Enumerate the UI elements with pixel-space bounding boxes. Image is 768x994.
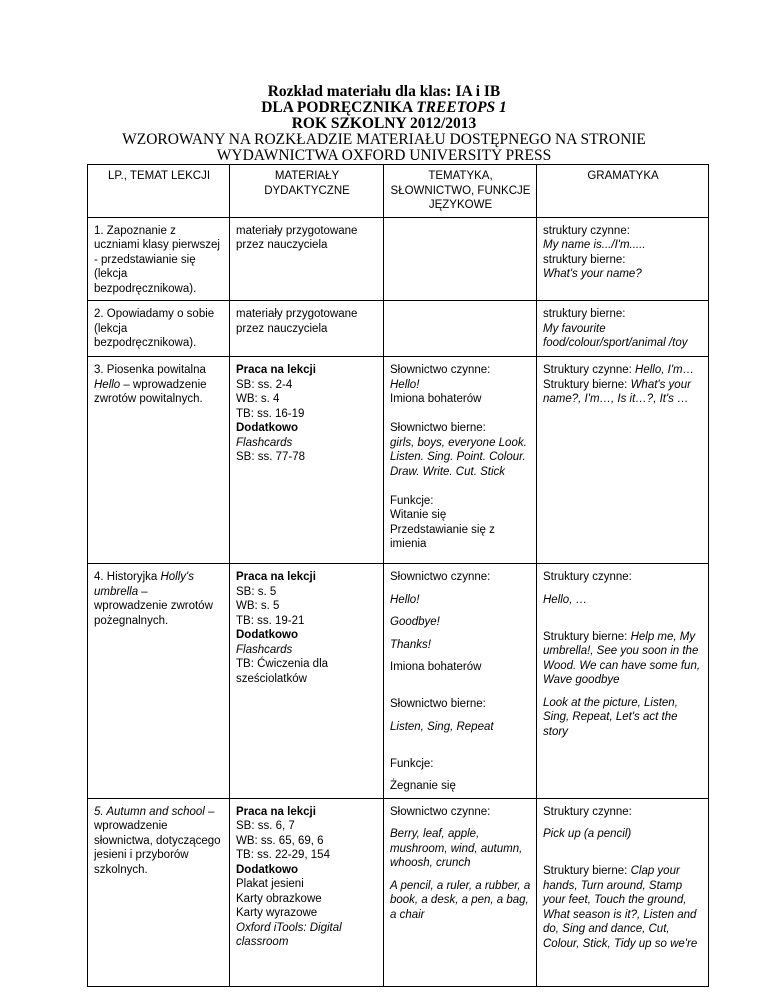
materials-item: SB: ss. 2-4 (236, 378, 293, 391)
grammar-label: Struktury bierne: (543, 865, 631, 877)
functions-label: Funkcje: (390, 757, 434, 770)
col-header-topic: LP., TEMAT LEKCJI (88, 165, 230, 218)
vocab-item: Hello! (390, 378, 420, 391)
vocab-item: Berry, leaf, apple, mushroom, wind, autumn, whoosh, crunch (390, 828, 523, 869)
table-row (88, 301, 709, 357)
topic-title: Holly's umbrella (94, 571, 194, 598)
vocab-label: Słownictwo czynne: (390, 805, 491, 818)
table-row (88, 357, 709, 564)
syllabus-table (87, 164, 709, 987)
lesson-materials: materiały przygotowane przez nauczyciela (230, 301, 384, 357)
table-row (88, 798, 709, 986)
topic-title: Hello (94, 378, 121, 391)
grammar-label: Struktury bierne: (543, 630, 631, 643)
lesson-topic: 1. Zapoznanie z uczniami klasy pierwszej - przedstawianie się (lekcja bezpodręcznikowa). (88, 217, 230, 301)
materials-item: Flashcards (236, 436, 293, 449)
materials-item: TB: ss. 22-29, 154 (236, 849, 330, 861)
textbook-name: TREETOPS 1 (416, 99, 507, 116)
table-row (88, 564, 709, 799)
grammar-label: struktury bierne: (543, 253, 626, 266)
col-header-grammar: GRAMATYKA (537, 165, 709, 218)
function-item: Przedstawianie się z imienia (390, 523, 495, 550)
topic-title: 5. Autumn and school (94, 805, 205, 818)
grammar-text: What's your name?, I'm…, Is it…?, It's … (543, 378, 691, 405)
materials-label: Dodatkowo (236, 422, 298, 434)
topic-text: – wprowadzenie zwrotów powitalnych. (94, 378, 207, 405)
vocab-label: Słownictwo czynne: (390, 571, 491, 583)
topic-text: – wprowadzenie słownictwa, dotyczącego jesieni i przyborów szkolnych. (94, 805, 221, 876)
vocab-item: Imiona bohaterów (390, 661, 482, 673)
lesson-vocabulary (384, 217, 537, 301)
grammar-label: Struktury czynne: (543, 364, 636, 376)
grammar-item: My name is.../I'm..... (543, 239, 646, 251)
grammar-label: Struktury bierne: (543, 378, 631, 391)
table-header-row (88, 165, 709, 218)
lesson-grammar (537, 564, 709, 799)
grammar-item: Hello, … (543, 593, 588, 606)
grammar-item (543, 378, 703, 407)
vocab-item: Imiona bohaterów (390, 393, 482, 405)
function-item: Witanie się (390, 509, 447, 521)
materials-label: Praca na lekcji (236, 571, 316, 583)
doc-subtitle (0, 100, 768, 116)
materials-item: Oxford iTools: Digital classroom (236, 921, 342, 948)
materials-item: Karty wyrazowe (236, 907, 318, 919)
vocab-item: Thanks! (390, 638, 431, 651)
materials-item: TB: ss. 16-19 (236, 407, 305, 420)
materials-label: Dodatkowo (236, 629, 298, 641)
topic-text: 3. Piosenka powitalna (94, 364, 206, 376)
grammar-label: struktury bierne: (543, 308, 626, 320)
grammar-item (543, 864, 703, 951)
grammar-item: Look at the picture, Listen, Sing, Repeat, Let's act the story (543, 696, 678, 738)
lesson-vocabulary (384, 564, 537, 799)
lesson-materials (230, 357, 384, 564)
col-header-materials: MATERIAŁY DYDAKTYCZNE (230, 165, 384, 218)
grammar-label: Struktury czynne: (543, 571, 632, 583)
source-line-1: WZOROWANY NA ROZKŁADZIE MATERIAŁU DOSTĘPNEGO NA STRONIE (122, 131, 646, 148)
col-header-vocabulary: TEMATYKA, SŁOWNICTWO, FUNKCJE JĘZYKOWE (384, 165, 537, 218)
lesson-topic (88, 798, 230, 986)
materials-item: Karty obrazkowe (236, 892, 322, 905)
lesson-materials (230, 798, 384, 986)
materials-item: Plakat jesieni (236, 878, 304, 890)
materials-item: WB: s. 4 (236, 393, 280, 405)
function-item: Żegnanie się (390, 780, 456, 792)
vocab-label: Słownictwo bierne: (390, 422, 486, 434)
lesson-grammar (537, 217, 709, 301)
materials-item: WB: ss. 65, 69, 6 (236, 834, 324, 847)
vocab-item: girls, boys, everyone Look. Listen. Sing. Point. Colour. Draw. Write. Cut. Stick (390, 436, 527, 478)
lesson-grammar (537, 357, 709, 564)
materials-item: TB: Ćwiczenia dla sześciolatków (236, 658, 329, 685)
grammar-item: What's your name? (543, 268, 642, 280)
lesson-vocabulary (384, 798, 537, 986)
materials-item: TB: ss. 19-21 (236, 614, 305, 627)
vocab-item: Hello! (390, 593, 420, 606)
grammar-text: Hello, I'm… (635, 364, 695, 376)
vocab-label: Słownictwo czynne: (390, 364, 491, 376)
lesson-materials: materiały przygotowane przez nauczyciela (230, 217, 384, 301)
grammar-item: Pick up (a pencil) (543, 828, 632, 840)
lesson-grammar (537, 301, 709, 357)
source-line-2: WYDAWNICTWA OXFORD UNIVERSITY PRESS (216, 147, 552, 164)
vocab-label: Słownictwo bierne: (390, 698, 486, 710)
lesson-topic (88, 357, 230, 564)
materials-label: Dodatkowo (236, 863, 298, 876)
functions-label: Funkcje: (390, 494, 434, 507)
doc-title: Rozkład materiału dla klas: IA i IB (267, 83, 501, 100)
materials-label: Praca na lekcji (236, 805, 316, 818)
grammar-item (543, 363, 703, 378)
grammar-label: Struktury czynne: (543, 805, 632, 818)
doc-subtitle-text: DLA PODRĘCZNIKA (261, 99, 417, 116)
lesson-grammar (537, 798, 709, 986)
materials-item: Flashcards (236, 643, 293, 656)
topic-text: 4. Historyjka (94, 571, 161, 583)
materials-item: WB: s. 5 (236, 600, 280, 612)
grammar-item: My favourite food/colour/sport/animal /toy (543, 322, 688, 349)
vocab-item: Goodbye! (390, 616, 440, 628)
materials-item: SB: s. 5 (236, 585, 277, 598)
grammar-label: struktury czynne: (543, 224, 630, 237)
vocab-item: Listen, Sing, Repeat (390, 720, 494, 733)
lesson-vocabulary (384, 301, 537, 357)
lesson-materials (230, 564, 384, 799)
lesson-topic: 2. Opowiadamy o sobie (lekcja bezpodręcznikowa). (88, 301, 230, 357)
table-row (88, 217, 709, 301)
grammar-text: Help me, My umbrella!, See you soon in the Wood. We can have some fun, Wave goodbye (543, 630, 701, 686)
materials-label: Praca na lekcji (236, 364, 316, 376)
grammar-item (543, 630, 703, 688)
school-year: ROK SZKOLNY 2012/2013 (291, 115, 477, 132)
materials-item: SB: ss. 77-78 (236, 451, 306, 463)
lesson-topic (88, 564, 230, 799)
materials-item: SB: ss. 6, 7 (236, 820, 295, 832)
grammar-text: Clap your hands, Turn around, Stamp your feet, Touch the ground, What season is it?, Listen and do, Sing and dance, Cut, Colour, Stick, Tidy up so we're (543, 865, 698, 950)
vocab-item: A pencil, a ruler, a rubber, a book, a desk, a pen, a bag, a chair (390, 879, 531, 921)
lesson-vocabulary (384, 357, 537, 564)
topic-text: – wprowadzenie zwrotów pożegnalnych. (94, 585, 213, 627)
